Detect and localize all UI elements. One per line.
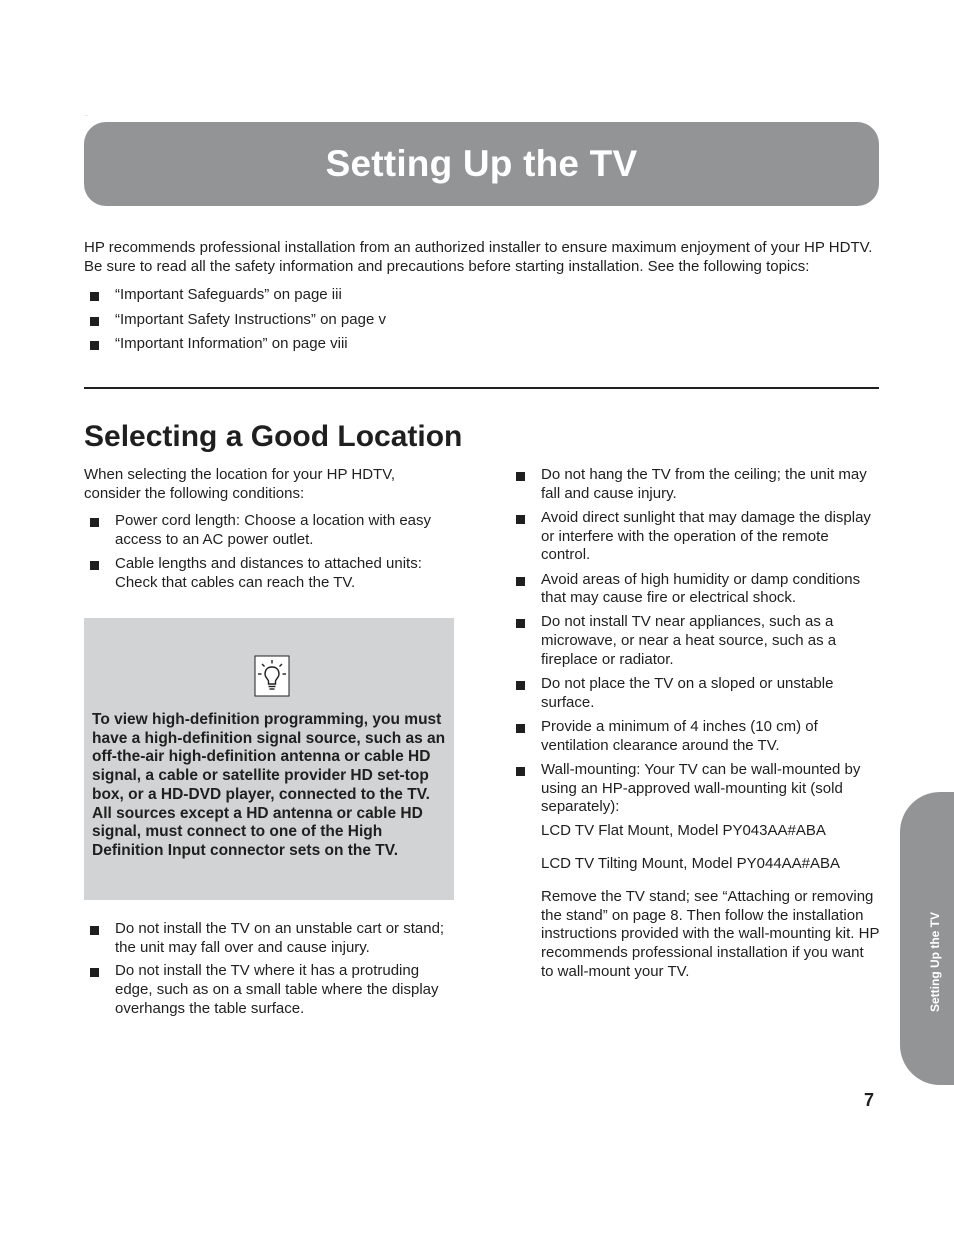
page-title: Setting Up the TV	[325, 143, 638, 184]
right-condition-list	[510, 466, 880, 817]
mount-tilt-model: LCD TV Tilting Mount, Model PY044AA#ABA	[541, 855, 841, 873]
topic-item: “Important Safeguards” on page iii	[84, 286, 684, 305]
list-item: Wall-mounting: Your TV can be wall-mounted by using an HP-approved wall-mounting kit (sold separately):	[510, 761, 880, 817]
side-tab-label: Setting Up the TV	[928, 912, 942, 1012]
list-item: Avoid areas of high humidity or damp conditions that may cause fire or electrical shock.	[510, 571, 880, 608]
left-condition-list	[84, 512, 454, 592]
section-lead: When selecting the location for your HP HDTV, consider the following conditions:	[84, 466, 395, 502]
lightbulb-icon	[254, 655, 290, 697]
page-number: 7	[864, 1090, 875, 1110]
list-item: Power cord length: Choose a location with easy access to an AC power outlet.	[84, 512, 454, 549]
list-item: Do not install TV near appliances, such as a microwave, or near a heat source, such as a fireplace or radiator.	[510, 613, 880, 669]
left-bottom-list	[84, 920, 454, 1024]
mount-note: Remove the TV stand; see “Attaching or removing the stand” on page 8. Then follow the installation instructions provided with the wall-mounting kit. HP recommends professional installation if you want to wall-mount your TV.	[541, 887, 880, 980]
section-divider	[84, 387, 879, 389]
list-item: Do not install the TV where it has a protruding edge, such as on a small table where the display overhangs the table surface.	[84, 962, 454, 1018]
list-item: Provide a minimum of 4 inches (10 cm) of ventilation clearance around the TV.	[510, 718, 880, 755]
right-column	[510, 466, 880, 995]
list-item: Cable lengths and distances to attached units: Check that cables can reach the TV.	[84, 555, 454, 592]
section-title: Selecting a Good Location	[84, 420, 463, 453]
list-item: Do not hang the TV from the ceiling; the unit may fall and cause injury.	[510, 466, 880, 503]
side-tab	[900, 792, 954, 1085]
tip-text: To view high-definition programming, you must have a high-definition signal source, such as an off-the-air high-definition antenna or cable HD signal, a cable or satellite provider HD set-top box, or a HD-DVD player, connected to the TV. All sources except a HD antenna or cable HD signal, must connect to one of the High Definition Input connector sets on the TV.	[92, 711, 446, 859]
tip-box	[84, 618, 454, 900]
mount-flat-model: LCD TV Flat Mount, Model PY043AA#ABA	[541, 822, 826, 840]
intro-paragraph	[84, 238, 884, 276]
left-column	[84, 466, 454, 597]
topic-item: “Important Information” on page viii	[84, 335, 684, 354]
topic-list	[84, 286, 684, 360]
topic-item: “Important Safety Instructions” on page v	[84, 311, 684, 330]
list-item: Do not install the TV on an unstable cart or stand; the unit may fall over and cause injury.	[84, 920, 454, 957]
header-mark: ..	[85, 112, 88, 118]
title-banner	[84, 122, 879, 206]
intro-text: HP recommends professional installation from an authorized installer to ensure maximum enjoyment of your HP HDTV. Be sure to read all the safety information and precautions before starting installation. See the following topics:	[84, 239, 873, 275]
list-item: Avoid direct sunlight that may damage the display or interfere with the operation of the remote control.	[510, 509, 880, 565]
list-item: Do not place the TV on a sloped or unstable surface.	[510, 675, 880, 712]
